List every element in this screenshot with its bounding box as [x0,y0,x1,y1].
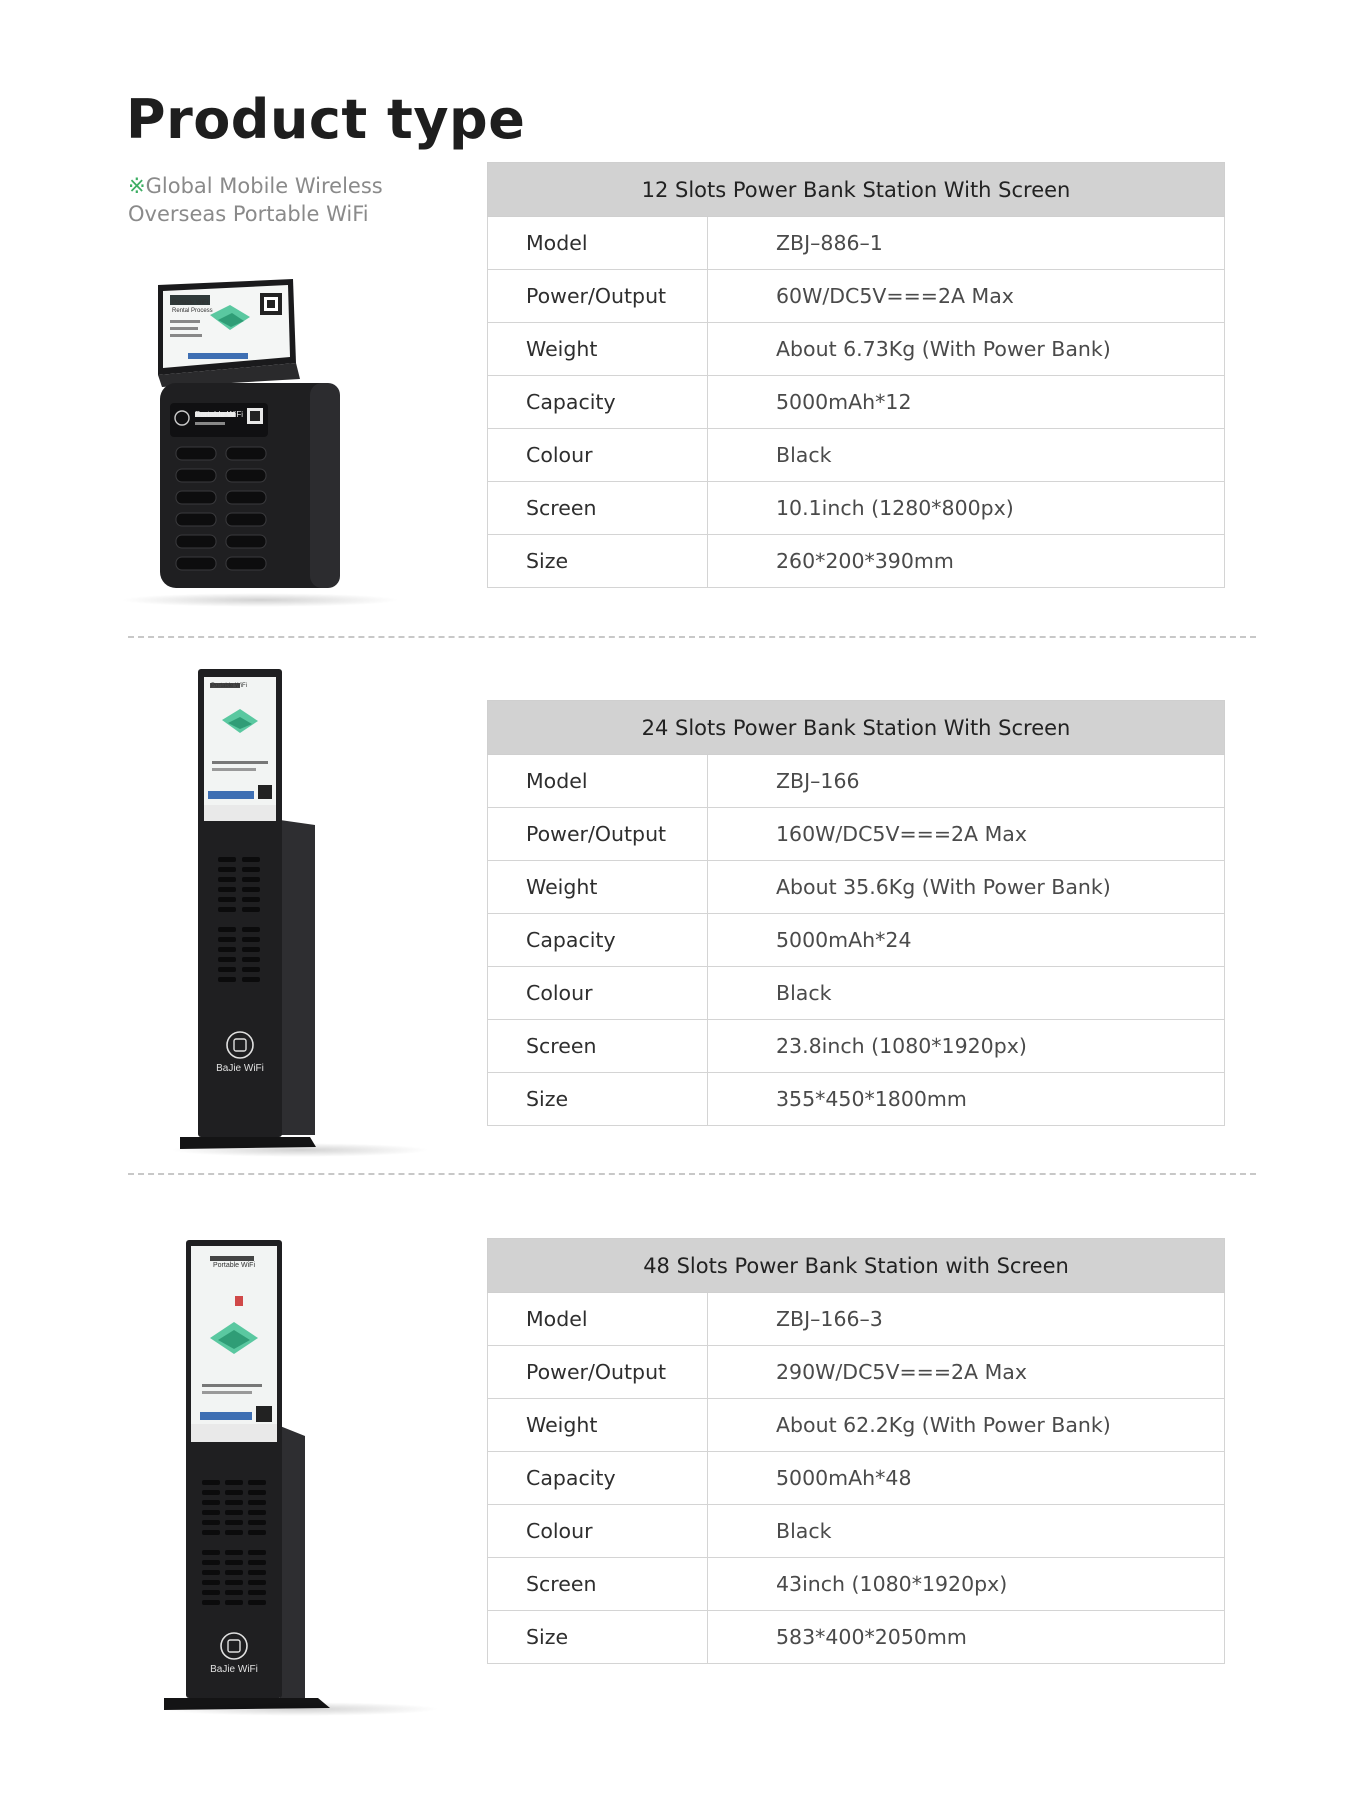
page-title: Product type [126,88,526,151]
spec-label: Capacity [488,1452,708,1505]
spec-label: Model [488,1293,708,1346]
table-row [488,323,1225,376]
table-row [488,217,1225,270]
table-row [488,914,1225,967]
device-screen-title: Portable WiFi [172,300,209,306]
device-screen-subtitle: Rental Process [172,308,213,314]
subtitle-mark: ※ [128,174,146,198]
table-row [488,482,1225,535]
spec-value: Black [708,429,1225,482]
spec-table-heading: 12 Slots Power Bank Station With Screen [488,163,1225,217]
spec-label: Power/Output [488,1346,708,1399]
spec-label: Screen [488,1558,708,1611]
table-row [488,1452,1225,1505]
spec-value: 5000mAh*12 [708,376,1225,429]
spec-value: 160W/DC5V===2A Max [708,808,1225,861]
spec-table-12-slots [487,162,1225,588]
subtitle-line-1: Global Mobile Wireless [145,174,383,198]
spec-label: Weight [488,861,708,914]
spec-table-24-slots [487,700,1225,1126]
spec-value: 43inch (1080*1920px) [708,1558,1225,1611]
spec-label: Colour [488,429,708,482]
table-row [488,1293,1225,1346]
spec-table-48-slots [487,1238,1225,1664]
table-row [488,429,1225,482]
device-screen-title: Portable WiFi [213,1262,256,1269]
spec-table-heading: 48 Slots Power Bank Station with Screen [488,1239,1225,1293]
device-brand-label: BaJie WiFi [210,1664,258,1675]
spec-value: 5000mAh*48 [708,1452,1225,1505]
spec-label: Size [488,1073,708,1126]
spec-label: Model [488,755,708,808]
spec-value: About 62.2Kg (With Power Bank) [708,1399,1225,1452]
spec-label: Size [488,535,708,588]
product-image-48-slots [150,1236,400,1716]
table-row [488,808,1225,861]
product-image-24-slots [160,665,400,1155]
spec-value: About 6.73Kg (With Power Bank) [708,323,1225,376]
page-subtitle [128,172,383,228]
spec-value: 60W/DC5V===2A Max [708,270,1225,323]
spec-value: Black [708,1505,1225,1558]
spec-value: ZBJ–166 [708,755,1225,808]
spec-label: Colour [488,1505,708,1558]
spec-label: Screen [488,482,708,535]
table-row [488,755,1225,808]
table-row [488,1611,1225,1664]
spec-label: Screen [488,1020,708,1073]
spec-value: 5000mAh*24 [708,914,1225,967]
spec-value: ZBJ–886–1 [708,217,1225,270]
table-row [488,1399,1225,1452]
product-image-12-slots [100,275,400,610]
device-screen-title: Portable WiFi [211,683,248,689]
section-divider [128,636,1256,638]
spec-label: Capacity [488,914,708,967]
table-row [488,1505,1225,1558]
spec-label: Colour [488,967,708,1020]
device-brand-label: BaJie WiFi [216,1063,264,1074]
spec-label: Model [488,217,708,270]
table-row [488,376,1225,429]
table-row [488,1346,1225,1399]
spec-label: Size [488,1611,708,1664]
spec-value: 10.1inch (1280*800px) [708,482,1225,535]
spec-value: 583*400*2050mm [708,1611,1225,1664]
spec-label: Power/Output [488,808,708,861]
table-row [488,861,1225,914]
subtitle-line-2: Overseas Portable WiFi [128,202,369,226]
spec-value: ZBJ–166–3 [708,1293,1225,1346]
section-divider [128,1173,1256,1175]
spec-value: 355*450*1800mm [708,1073,1225,1126]
table-row [488,270,1225,323]
spec-label: Weight [488,323,708,376]
spec-table-heading: 24 Slots Power Bank Station With Screen [488,701,1225,755]
table-row [488,1558,1225,1611]
spec-value: 260*200*390mm [708,535,1225,588]
spec-value: 290W/DC5V===2A Max [708,1346,1225,1399]
table-row [488,967,1225,1020]
spec-value: 23.8inch (1080*1920px) [708,1020,1225,1073]
spec-value: About 35.6Kg (With Power Bank) [708,861,1225,914]
table-row [488,1020,1225,1073]
table-row [488,1073,1225,1126]
spec-label: Capacity [488,376,708,429]
spec-value: Black [708,967,1225,1020]
device-panel-label: Portable WiFi [195,410,244,419]
spec-label: Power/Output [488,270,708,323]
table-row [488,535,1225,588]
spec-label: Weight [488,1399,708,1452]
